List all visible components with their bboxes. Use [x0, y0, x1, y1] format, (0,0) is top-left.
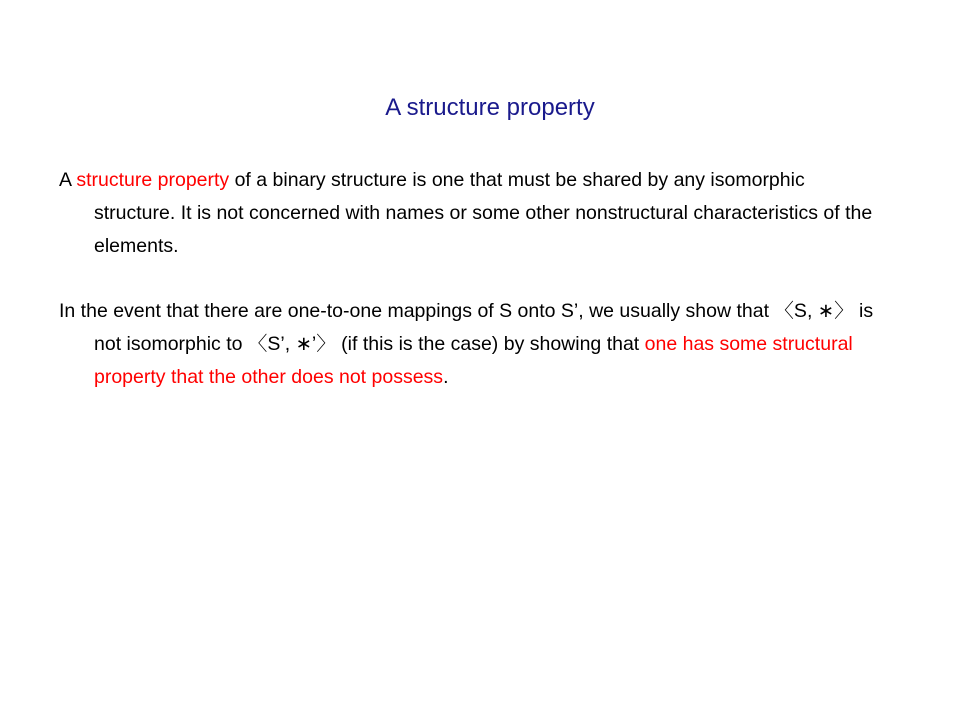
highlighted-structural-difference: one has some structural property that the other does not possess: [94, 333, 853, 388]
highlighted-term-structure-property: structure property: [76, 169, 230, 191]
paragraph-2-end: .: [443, 366, 449, 388]
slide-title: A structure property: [385, 94, 595, 121]
paragraph-isomorphism-method: [59, 295, 884, 394]
paragraph-1-body: of a binary structure is one that must be shared by any isomorphic structure. It is not concerned with names or some other nonstructural characteristics of the elements.: [94, 169, 873, 257]
paragraph-structure-property-definition: [59, 164, 884, 263]
paragraph-1-lead: A: [59, 169, 77, 191]
paragraph-2-lead: In the event that there are one-to-one mappings of S onto S’, we usually show that 〈S, ∗〉 is not isomorphic to 〈S’, ∗’〉 (if this is the case) by showing that: [59, 300, 874, 355]
